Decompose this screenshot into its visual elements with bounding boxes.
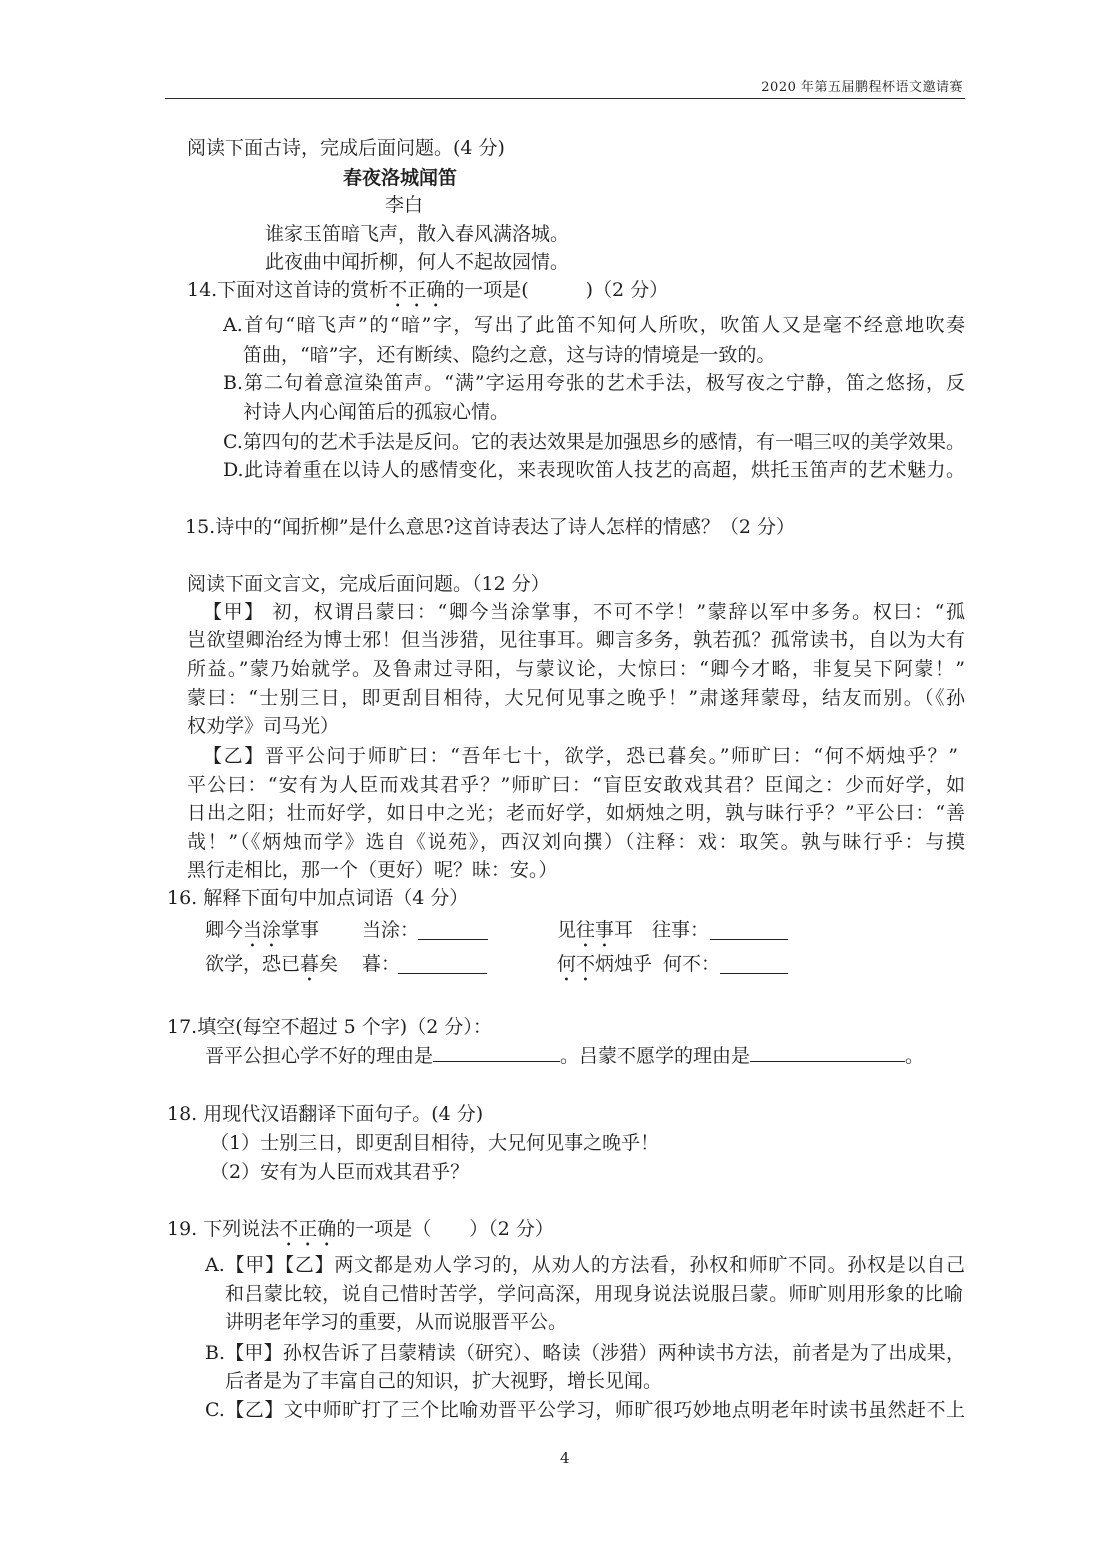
q19-stem	[167, 1217, 554, 1251]
q19-option-a-continued: 讲明老年学习的重要，从而说服晋平公。	[225, 1311, 568, 1333]
q14-option-a-continued: 笛曲，“暗”字，还有断续、隐约之意，这与诗的情境是一致的。	[243, 344, 776, 366]
q16-answer-label: 何不：	[663, 953, 721, 975]
passage-yi-line: 【乙】晋平公问于师旷曰：“吾年七十，欲学，恐已暮矣。”师旷曰：“何不炳烛乎？”	[203, 745, 958, 767]
q16-dotted-word: 当涂	[243, 919, 282, 941]
q16-answer-blank	[418, 939, 488, 940]
q16-stem: 16. 解释下面句中加点词语（4 分）	[167, 887, 469, 909]
passage-yi-line: 哉！”（《炳烛而学》选自《说苑》，西汉刘向撰）（注释：戏：取笑。孰与昧行乎：与摸	[187, 831, 965, 853]
q16-sentence-text: 欲学，恐已	[205, 953, 301, 975]
poem-line: 此夜曲中闻折柳，何人不起故园情。	[265, 251, 570, 273]
q17-stem: 17.填空(每空不超过 5 个字)（2 分）：	[167, 1016, 492, 1038]
q16-sentence-text: 掌事	[281, 919, 320, 941]
classical-instruction: 阅读下面文言文，完成后面问题。（12 分）	[187, 573, 550, 595]
q17-text: 。吕蒙不愿学的理由是	[560, 1045, 751, 1067]
q17-fill-line	[205, 1044, 924, 1068]
passage-jia-line: 蒙曰：“士别三日，即更刮目相待，大兄何见事之晚乎！”肃遂拜蒙母，结友而别。（《孙	[187, 687, 965, 709]
q19-option-b-continued: 后者是为了丰富自己的知识，扩大视野，增长见闻。	[225, 1370, 663, 1392]
page-number: 4	[560, 1449, 570, 1467]
passage-yi-line: 黑行走相比，那一个（更好）呢？昧：安。）	[187, 859, 558, 881]
q16-answer-blank	[398, 973, 487, 974]
q19-option-b: B.【甲】孙权告诉了吕蒙精读（研究）、略读（涉猎）两种读书方法，前者是为了出成果，	[205, 1342, 965, 1364]
q17-text: 晋平公担心学不好的理由是	[205, 1045, 434, 1067]
q14-stem-prefix: 14.下面对这首诗的赏析	[187, 279, 389, 301]
q17-answer-blank	[433, 1045, 560, 1062]
q17-text: 。	[905, 1045, 925, 1067]
q16-sentence-text: 炳烛乎	[595, 953, 653, 975]
q15-stem: 15.诗中的“闻折柳”是什么意思?这首诗表达了诗人怎样的情感？（2 分）	[185, 516, 795, 538]
q14-stem-emphasis: 不正确	[388, 279, 446, 301]
passage-yi-line: 平公曰：“安有为人臣而戏其君乎？”师旷曰：“盲臣安敢戏其君？臣闻之：少而好学，如	[187, 774, 965, 796]
q14-option-b-continued: 衬诗人内心闻笛后的孤寂心情。	[243, 401, 510, 423]
q19-stem-prefix: 19. 下列说法	[167, 1218, 280, 1240]
q16-sentence	[205, 918, 319, 952]
q17-answer-blank	[750, 1045, 905, 1062]
q16-dotted-word: 往事	[576, 919, 615, 941]
passage-jia-line: 权劝学》司马光）	[187, 715, 340, 737]
q16-sentence-text: 矣	[319, 953, 339, 975]
q14-stem	[187, 278, 668, 312]
q16-dotted-word: 何不	[557, 953, 596, 975]
q19-stem-suffix: 的一项是（ ）（2 分）	[336, 1218, 554, 1240]
q18-stem: 18. 用现代汉语翻译下面句子。(4 分)	[167, 1103, 484, 1125]
header-title: 2020 年第五届鹏程杯语文邀请赛	[761, 80, 963, 95]
q16-sentence	[557, 918, 633, 952]
q14-option-c: C.第四句的艺术手法是反问。它的表达效果是加强思乡的感情，有一唱三叹的美学效果。	[223, 431, 965, 453]
q16-answer-blank	[710, 939, 788, 940]
q16-sentence	[557, 952, 652, 986]
passage-yi-line: 日出之阳；壮而好学，如日中之光；老而好学，如炳烛之明，孰与昧行乎？”平公曰：“善	[187, 802, 965, 824]
q19-stem-emphasis: 不正确	[279, 1218, 337, 1240]
q16-sentence-text: 见	[557, 919, 577, 941]
poem-author: 李白	[385, 194, 424, 216]
poem-instruction: 阅读下面古诗，完成后面问题。(4 分)	[187, 137, 505, 159]
passage-jia-line: 岂欲望卿治经为博士邪！但当涉猎，见往事耳。卿言多务，孰若孤？孤常读书，自以为大有	[187, 629, 965, 651]
q16-answer-label: 往事：	[652, 919, 710, 941]
q19-option-c: C.【乙】文中师旷打了三个比喻劝晋平公学习，师旷很巧妙地点明老年时读书虽然赶不上	[205, 1399, 965, 1421]
q16-answer-blank	[720, 973, 788, 974]
q16-sentence-text: 耳	[614, 919, 634, 941]
poem-title: 春夜洛城闻笛	[343, 167, 458, 189]
header-rule	[165, 98, 965, 99]
q18-item: （1）士别三日，即更刮目相待，大兄何见事之晚乎！	[210, 1132, 660, 1154]
q14-option-d: D.此诗着重在以诗人的感情变化，来表现吹笛人技艺的高超，烘托玉笛声的艺术魅力。	[223, 459, 965, 481]
q16-dotted-word: 暮	[300, 953, 320, 975]
q16-sentence	[205, 952, 338, 986]
q18-item: （2）安有为人臣而戏其君乎？	[210, 1161, 470, 1183]
passage-jia-line: 【甲】 初，权谓吕蒙曰：“卿今当涂掌事，不可不学！”蒙辞以军中多务。权曰：“孤	[203, 601, 965, 623]
q14-option-a: A.首句“暗飞声”的“暗”字，写出了此笛不知何人所吹，吹笛人又是毫不经意地吹奏	[223, 314, 965, 336]
q14-option-b: B.第二句着意渲染笛声。“满”字运用夸张的艺术手法，极写夜之宁静，笛之悠扬，反	[223, 372, 965, 394]
q16-sentence-text: 卿今	[205, 919, 244, 941]
poem-line: 谁家玉笛暗飞声，散入春风满洛城。	[265, 223, 570, 245]
q19-option-a: A.【甲】【乙】两文都是劝人学习的，从劝人的方法看，孙权和师旷不同。孙权是以自己	[205, 1254, 965, 1276]
q19-option-a-continued: 和吕蒙比较，说自己惜时苦学，学问高深，用现身说法说服吕蒙。师旷则用形象的比喻	[225, 1283, 963, 1305]
passage-jia-line: 所益。”蒙乃始就学。及鲁肃过寻阳，与蒙议论，大惊曰：“卿今才略，非复吴下阿蒙！”	[187, 658, 965, 680]
q16-answer-label: 暮：	[362, 953, 401, 975]
q14-stem-suffix: 的一项是( )（2 分）	[445, 279, 669, 301]
q16-answer-label: 当涂：	[362, 919, 420, 941]
